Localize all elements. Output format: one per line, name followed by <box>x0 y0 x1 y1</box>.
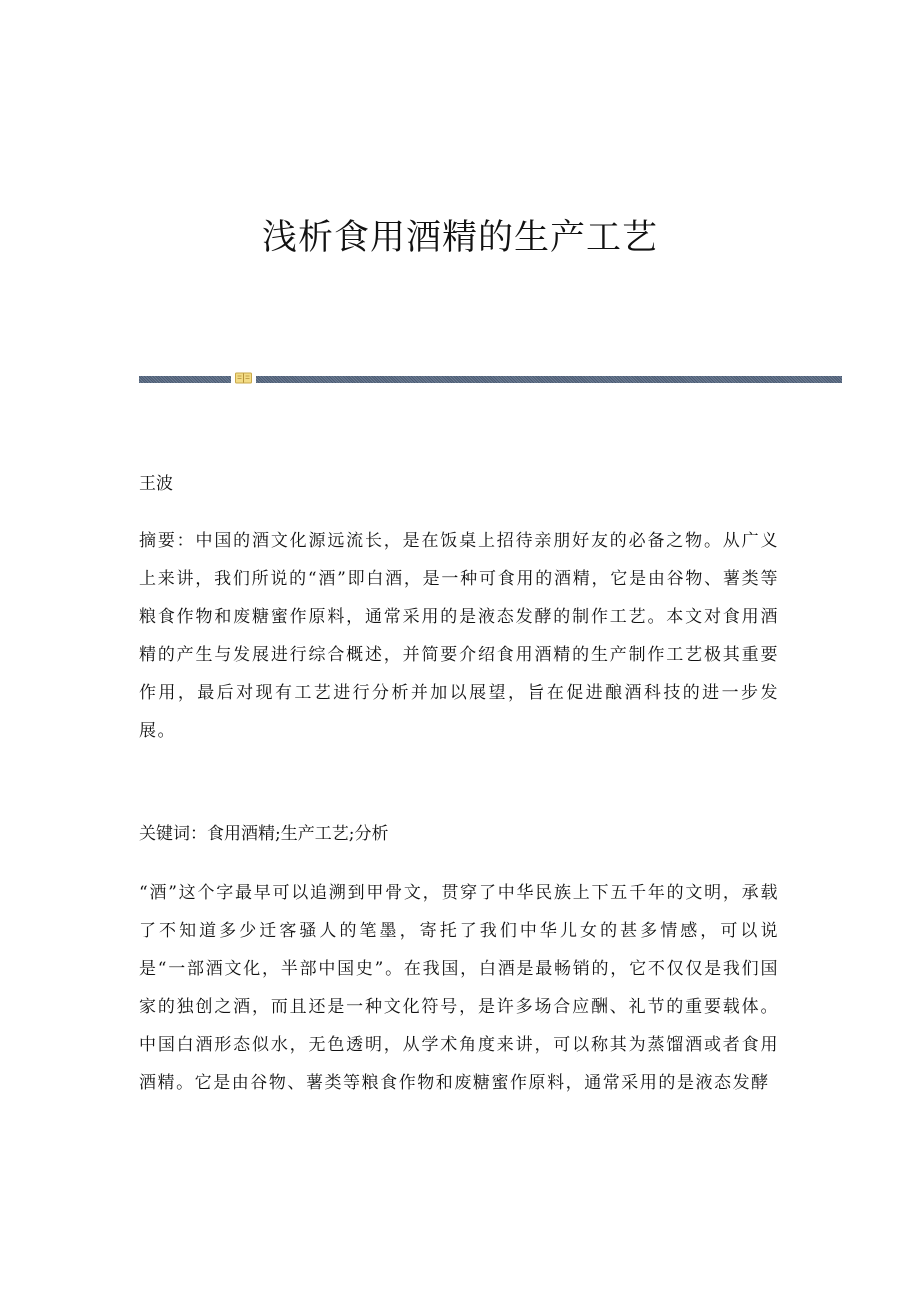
document-title: 浅析食用酒精的生产工艺 <box>261 218 658 258</box>
body-paragraph: “酒”这个字最早可以追溯到甲骨文，贯穿了中华民族上下五千年的文明，承载了不知道多少迁客骚人的笔墨，寄托了我们中华儿女的甚多情感，可以说是“一部酒文化，半部中国史”。在我国，白酒是最畅销的，它不仅仅是我们国家的独创之酒，而且还是一种文化符号，是许多场合应酬、礼节的重要载体。中国白酒形态似水，无色透明，从学术角度来讲，可以称其为蒸馏酒或者食用酒精。它是由谷物、薯类等粮食作物和废糖蜜作原料，通常采用的是液态发酵 <box>139 883 779 1093</box>
book-ornament-icon <box>235 372 252 384</box>
title-divider <box>139 372 842 386</box>
divider-bar-left <box>139 376 231 383</box>
divider-bar-right <box>256 376 842 383</box>
keywords-line: 关键词：食用酒精;生产工艺;分析 <box>139 824 389 844</box>
author-name: 王波 <box>139 474 173 494</box>
abstract-paragraph: 摘要：中国的酒文化源远流长，是在饭桌上招待亲朋好友的必备之物。从广义上来讲，我们所说的“酒”即白酒，是一种可食用的酒精，它是由谷物、薯类等粮食作物和废糖蜜作原料，通常采用的是液态发酵的制作工艺。本文对食用酒精的产生与发展进行综合概述，并简要介绍食用酒精的生产制作工艺极其重要作用，最后对现有工艺进行分析并加以展望，旨在促进酿酒科技的进一步发展。 <box>139 531 779 741</box>
